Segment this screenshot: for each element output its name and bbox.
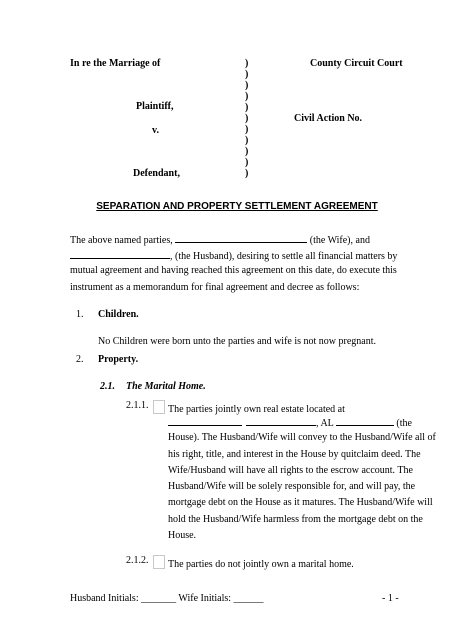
intro-line-2: [70, 249, 397, 262]
section-2-1-1-line-4: his right, title, and interest in the House by quitclaim deed. The: [168, 449, 421, 460]
section-2-1-1-line-7: mortgage debt on the House as it matures. The Husband/Wife will: [168, 497, 433, 508]
plaintiff-label: Plaintiff,: [136, 101, 174, 112]
city-blank[interactable]: [246, 416, 316, 426]
intro-text: (the Wife), and: [307, 235, 370, 246]
section-2-1-1-line-5: Wife/Husband will have all rights to the escrow account. The: [168, 465, 413, 476]
caption-paren: ): [245, 91, 249, 102]
section-2-1-number: 2.1.: [100, 381, 115, 392]
section-2-1-title: The Marital Home.: [126, 381, 206, 392]
section-2-1-1-line-8: hold the Husband/Wife harmless from the mortgage debt on the: [168, 514, 423, 525]
section-2-1-1-text: The parties jointly own real estate located at: [168, 404, 345, 415]
intro-line-3: mutual agreement and having reached this agreement on this date, do execute this: [70, 265, 397, 276]
wife-name-blank[interactable]: [175, 233, 307, 243]
page-number: - 1 -: [382, 593, 399, 604]
section-2-1-1-number: 2.1.1.: [126, 400, 149, 411]
section-2-number: 2.: [76, 354, 84, 365]
caption-paren: ): [245, 102, 249, 113]
caption-paren: ): [245, 146, 249, 157]
checkbox-2-1-2[interactable]: [153, 555, 165, 569]
civil-action-label: Civil Action No.: [294, 113, 363, 124]
section-2-1-1-line-1: [153, 400, 345, 415]
footer-initials: Husband Initials: _______ Wife Initials: ______: [70, 593, 264, 604]
checkbox-2-1-1[interactable]: [153, 400, 165, 414]
husband-name-blank[interactable]: [70, 249, 170, 259]
section-2-1-1-line-6: Husband/Wife will be solely responsible for, and will pay, the: [168, 481, 416, 492]
address-blank[interactable]: [168, 416, 242, 426]
section-2-1-1-line-2: [168, 416, 412, 429]
intro-line-1: [70, 233, 370, 246]
section-2-1-1-line-3: House). The Husband/Wife will convey to the Husband/Wife all of: [168, 432, 436, 443]
caption-paren: ): [245, 58, 249, 69]
caption-paren: ): [245, 124, 249, 135]
versus-label: v.: [152, 125, 159, 136]
caption-paren: ): [245, 135, 249, 146]
court-label: County Circuit Court: [310, 58, 403, 69]
intro-line-4: instrument as a memorandum for final agreement and decree as follows:: [70, 282, 360, 293]
caption-paren: ): [245, 157, 249, 168]
section-2-1-2-number: 2.1.2.: [126, 555, 149, 566]
section-2-1-1-line-9: House.: [168, 530, 197, 541]
zip-blank[interactable]: [336, 416, 394, 426]
defendant-label: Defendant,: [133, 168, 180, 179]
section-2-1-2-line: [153, 555, 354, 570]
section-2-1-1-text: (the: [393, 418, 412, 429]
section-1-title: Children.: [98, 309, 139, 320]
intro-text: , (the Husband), desiring to settle all financial matters by: [170, 251, 398, 262]
caption-paren: ): [245, 168, 249, 179]
caption-paren: ): [245, 80, 249, 91]
section-1-text: No Children were born unto the parties and wife is not now pregnant.: [98, 336, 376, 347]
caption-paren: ): [245, 113, 249, 124]
caption-paren: ): [245, 69, 249, 80]
document-title: SEPARATION AND PROPERTY SETTLEMENT AGREEMENT: [96, 201, 378, 212]
section-1-number: 1.: [76, 309, 84, 320]
state-label: , AL: [316, 418, 336, 429]
in-re-label: In re the Marriage of: [70, 58, 161, 69]
section-2-title: Property.: [98, 354, 139, 365]
intro-text: The above named parties,: [70, 235, 176, 246]
section-2-1-2-text: The parties do not jointly own a marital home.: [168, 559, 354, 570]
